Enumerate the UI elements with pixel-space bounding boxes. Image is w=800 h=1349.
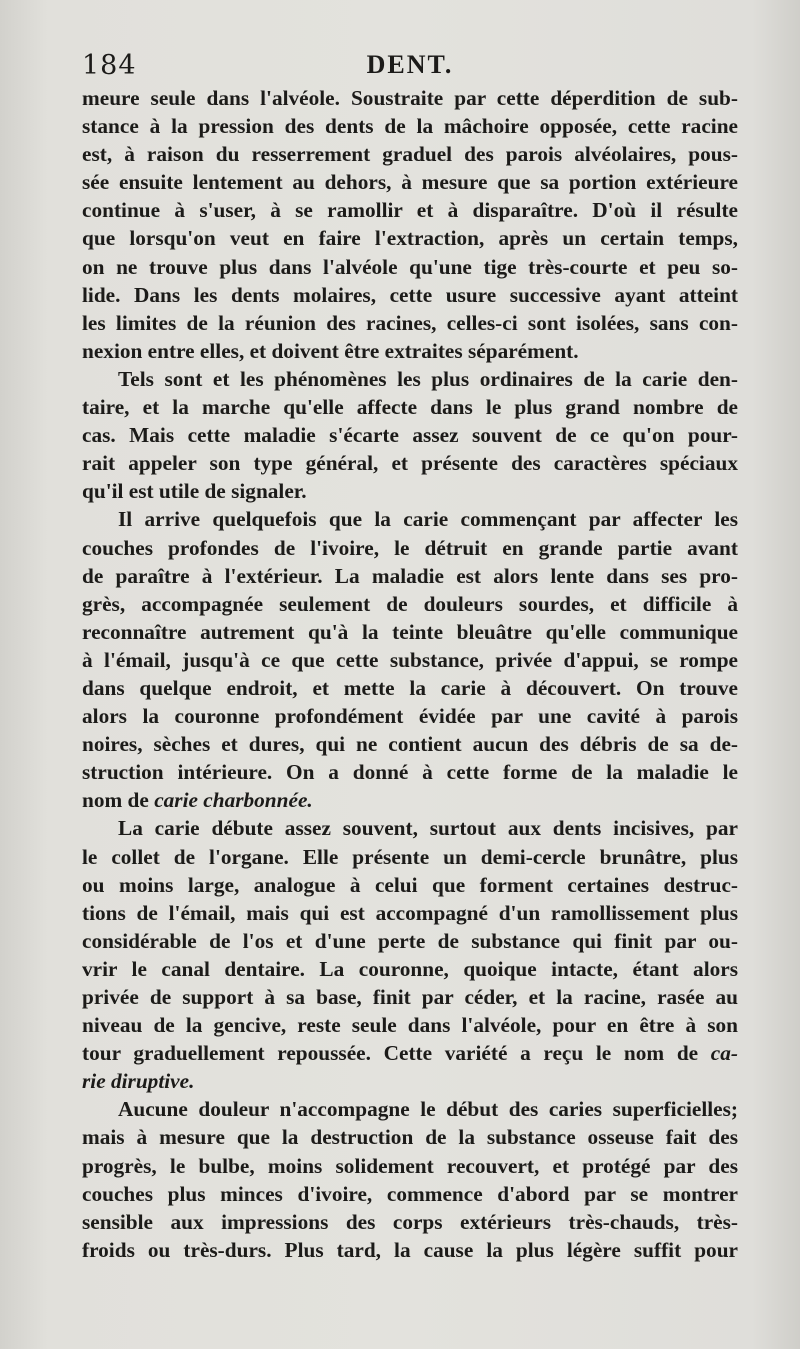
text-line: considérable de l'os et d'une perte de substance qui finit par ou- <box>82 928 738 953</box>
text-line: La carie débute assez souvent, surtout aux dents incisives, par <box>118 816 738 841</box>
term-italic: ca- <box>710 1041 738 1066</box>
text-line: stance à la pression des dents de la mâchoire opposée, cette racine <box>82 114 738 139</box>
paragraph-3 <box>82 505 738 814</box>
text-line: privée de support à sa base, finit par céder, et la racine, rasée au <box>82 985 738 1009</box>
text-line: mais à mesure que la destruction de la substance osseuse fait des <box>82 1125 738 1150</box>
page-number: 184 <box>82 50 137 81</box>
text-run: nom de <box>82 788 155 813</box>
text-line: que lorsqu'on veut en faire l'extraction, après un certain temps, <box>82 226 738 251</box>
text-line: de paraître à l'extérieur. La maladie est alors lente dans ses pro- <box>82 563 738 588</box>
text-line: qu'il est utile de signaler. <box>82 479 307 504</box>
text-line: cas. Mais cette maladie s'écarte assez souvent de ce qu'on pour- <box>82 423 738 448</box>
text-line: struction intérieure. On a donné à cette forme de la maladie le <box>82 760 738 785</box>
paragraph-2 <box>82 365 738 505</box>
text-line: vrir le canal dentaire. La couronne, quoique intacte, étant alors <box>82 956 738 981</box>
text-line: le collet de l'organe. Elle présente un demi-cercle brunâtre, plus <box>82 844 738 869</box>
text-line: lide. Dans les dents molaires, cette usure successive ayant atteint <box>82 282 738 307</box>
running-title: DENT. <box>366 50 454 79</box>
text-line <box>82 1039 738 1067</box>
text-line: les limites de la réunion des racines, celles-ci sont isolées, sans con- <box>82 310 738 335</box>
text-line: on ne trouve plus dans l'alvéole qu'une tige très-courte et peu so- <box>82 254 738 279</box>
text-line <box>82 1067 738 1095</box>
text-line: froids ou très-durs. Plus tard, la cause la plus légère suffit pour <box>82 1237 738 1262</box>
text-line: ou moins large, analogue à celui que forment certaines destruc- <box>82 872 738 897</box>
text-line: couches profondes de l'ivoire, le détruit en grande partie avant <box>82 535 738 560</box>
text-line: noires, sèches et dures, qui ne contient aucun des débris de sa de- <box>82 732 738 757</box>
text-line: sensible aux impressions des corps extérieurs très-chauds, très- <box>82 1209 738 1234</box>
text-line: Il arrive quelquefois que la carie commençant par affecter les <box>118 507 738 532</box>
page-header <box>82 50 738 86</box>
term-italic: rie diruptive. <box>82 1069 195 1094</box>
text-line: rait appeler son type général, et présente des caractères spéciaux <box>82 451 738 476</box>
text-line: tions de l'émail, mais qui est accompagné d'un ramollissement plus <box>82 900 738 925</box>
text-line: couches plus minces d'ivoire, commence d'abord par se montrer <box>82 1181 738 1206</box>
body-text <box>82 84 738 1264</box>
text-line: nexion entre elles, et doivent être extraites séparément. <box>82 338 579 363</box>
text-line: meure seule dans l'alvéole. Soustraite par cette déperdition de sub- <box>82 86 738 110</box>
paragraph-1 <box>82 84 738 365</box>
text-line: à l'émail, jusqu'à ce que cette substance, privée d'appui, se rompe <box>82 647 738 672</box>
text-line: est, à raison du resserrement graduel des parois alvéolaires, pous- <box>82 142 738 167</box>
paragraph-4 <box>82 814 738 1095</box>
text-line: sée ensuite lentement au dehors, à mesure que sa portion extérieure <box>82 170 738 195</box>
text-line: Aucune douleur n'accompagne le début des caries superficielles; <box>118 1097 738 1122</box>
paragraph-5 <box>82 1095 738 1264</box>
text-line: reconnaître autrement qu'à la teinte bleuâtre qu'elle communique <box>82 619 738 644</box>
term-italic: carie charbonnée. <box>154 788 313 813</box>
text-line: Tels sont et les phénomènes les plus ordinaires de la carie den- <box>118 366 738 391</box>
text-line: dans quelque endroit, et mette la carie à découvert. On trouve <box>82 675 738 700</box>
text-line: alors la couronne profondément évidée par une cavité à parois <box>82 704 738 729</box>
text-line: niveau de la gencive, reste seule dans l'alvéole, pour en être à son <box>82 1013 738 1038</box>
text-run: tour graduellement repoussée. Cette variété a reçu le nom de <box>82 1041 711 1066</box>
text-line: taire, et la marche qu'elle affecte dans le plus grand nombre de <box>82 395 738 420</box>
text-line: progrès, le bulbe, moins solidement recouvert, et protégé par des <box>82 1153 738 1178</box>
text-line: continue à s'user, à se ramollir et à disparaître. D'où il résulte <box>82 198 738 223</box>
text-line <box>82 786 738 814</box>
text-line: grès, accompagnée seulement de douleurs sourdes, et difficile à <box>82 591 738 616</box>
